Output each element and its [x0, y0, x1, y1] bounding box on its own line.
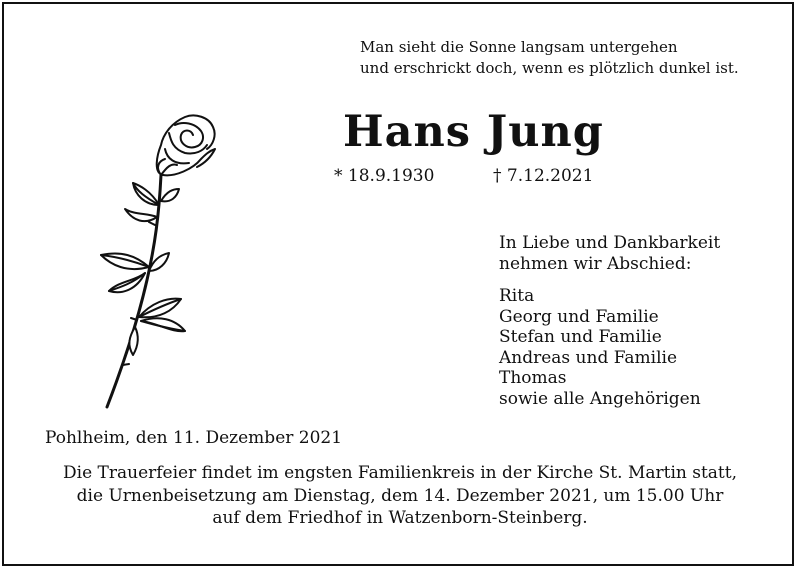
mourner-name: Thomas: [499, 368, 567, 388]
place-date: Pohlheim, den 11. Dezember 2021: [45, 428, 343, 448]
funeral-notice: [0, 462, 800, 530]
mourner-name: Andreas und Familie: [499, 347, 678, 368]
mourners-intro-1: In Liebe und Dankbarkeit: [499, 233, 721, 253]
verse-line-1: Man sieht die Sonne langsam untergehen: [360, 38, 678, 56]
mourner-name: Georg und Familie: [499, 306, 659, 327]
mourner-name: sowie alle Angehörigen: [499, 388, 701, 409]
deceased-name: Hans Jung: [343, 107, 604, 157]
mourner-name: Stefan und Familie: [499, 327, 662, 347]
birth-date: * 18.9.1930: [334, 166, 435, 186]
verse: [360, 37, 739, 79]
rose-icon: [75, 105, 225, 415]
mourners-block: [499, 233, 720, 409]
death-date: † 7.12.2021: [493, 166, 594, 186]
notice-line-1: Die Trauerfeier findet im engsten Familienkreis in der Kirche St. Martin statt,: [63, 463, 737, 483]
mourners-intro-2: nehmen wir Abschied:: [499, 253, 692, 274]
verse-line-2: und erschrickt doch, wenn es plötzlich dunkel ist.: [360, 59, 739, 77]
notice-line-3: auf dem Friedhof in Watzenborn-Steinberg.: [212, 508, 588, 528]
mourner-name: Rita: [499, 286, 535, 306]
notice-line-2: die Urnenbeisetzung am Dienstag, dem 14. Dezember 2021, um 15.00 Uhr: [76, 485, 724, 506]
